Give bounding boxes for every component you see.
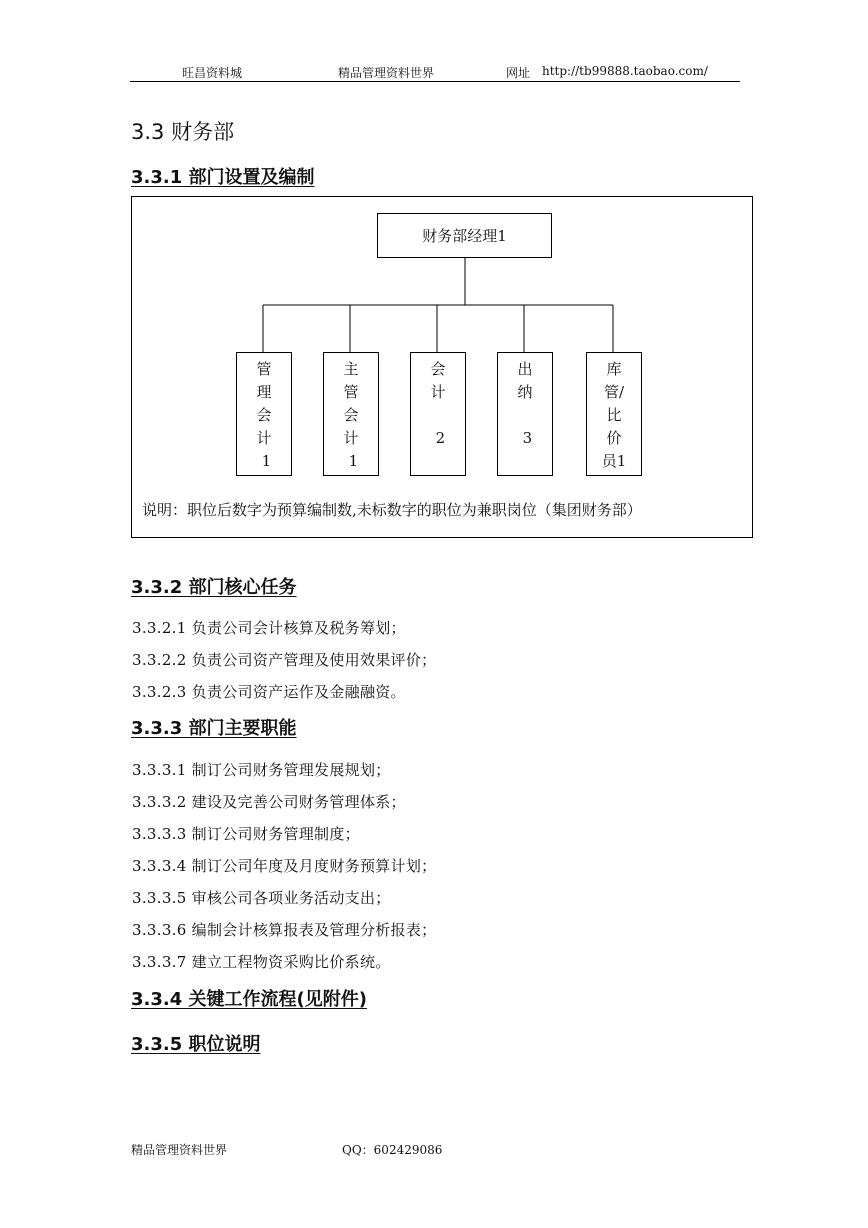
org-node-chief-accountant xyxy=(323,352,379,476)
org-node-label: 管 理 会 计 1 xyxy=(256,360,272,470)
org-chart-note: 说明：职位后数字为预算编制数,未标数字的职位为兼职岗位（集团财务部） xyxy=(142,501,642,519)
list-item: 3.3.3.1 制订公司财务管理发展规划； xyxy=(132,761,391,779)
org-node-label: 会 计 2 xyxy=(430,360,446,447)
heading-3-3-3: 3.3.3 部门主要职能 xyxy=(131,718,297,739)
footer-site-slogan: 精品管理资料世界 xyxy=(131,1143,228,1157)
section-title: 3.3 财务部 xyxy=(131,120,235,144)
footer-qq: QQ：602429086 xyxy=(342,1143,443,1157)
org-node-label: 主 管 会 计 1 xyxy=(343,360,359,470)
org-node-cashier xyxy=(497,352,553,476)
list-item: 3.3.2.1 负责公司会计核算及税务筹划； xyxy=(132,619,406,637)
heading-3-3-2: 3.3.2 部门核心任务 xyxy=(131,577,297,598)
list-item: 3.3.2.3 负责公司资产运作及金融融资。 xyxy=(132,683,406,701)
header-url-link[interactable]: http://tb99888.taobao.com/ xyxy=(542,64,708,78)
list-item: 3.3.2.2 负责公司资产管理及使用效果评价； xyxy=(132,651,437,669)
list-item: 3.3.3.4 制订公司年度及月度财务预算计划； xyxy=(132,857,437,875)
org-node-label: 库 管/ 比 价 员1 xyxy=(601,360,627,470)
org-node-accountant xyxy=(410,352,466,476)
heading-3-3-1: 3.3.1 部门设置及编制 xyxy=(131,167,315,188)
org-node-management-accountant xyxy=(236,352,292,476)
header-url-label: 网址 xyxy=(506,66,531,80)
heading-3-3-5: 3.3.5 职位说明 xyxy=(131,1034,261,1055)
list-item: 3.3.3.3 制订公司财务管理制度； xyxy=(132,825,360,843)
list-item: 3.3.3.2 建设及完善公司财务管理体系； xyxy=(132,793,406,811)
list-item: 3.3.3.5 审核公司各项业务活动支出； xyxy=(132,889,391,907)
header-site-slogan: 精品管理资料世界 xyxy=(338,66,435,80)
org-node-warehouse-price-comparer xyxy=(586,352,642,476)
heading-3-3-4: 3.3.4 关键工作流程(见附件) xyxy=(131,989,367,1010)
header-site-name: 旺昌资料城 xyxy=(182,66,243,80)
list-item: 3.3.3.6 编制会计核算报表及管理分析报表； xyxy=(132,921,437,939)
org-node-finance-manager: 财务部经理1 xyxy=(377,213,552,258)
list-item: 3.3.3.7 建立工程物资采购比价系统。 xyxy=(132,953,391,971)
org-node-label: 出 纳 3 xyxy=(517,360,533,447)
